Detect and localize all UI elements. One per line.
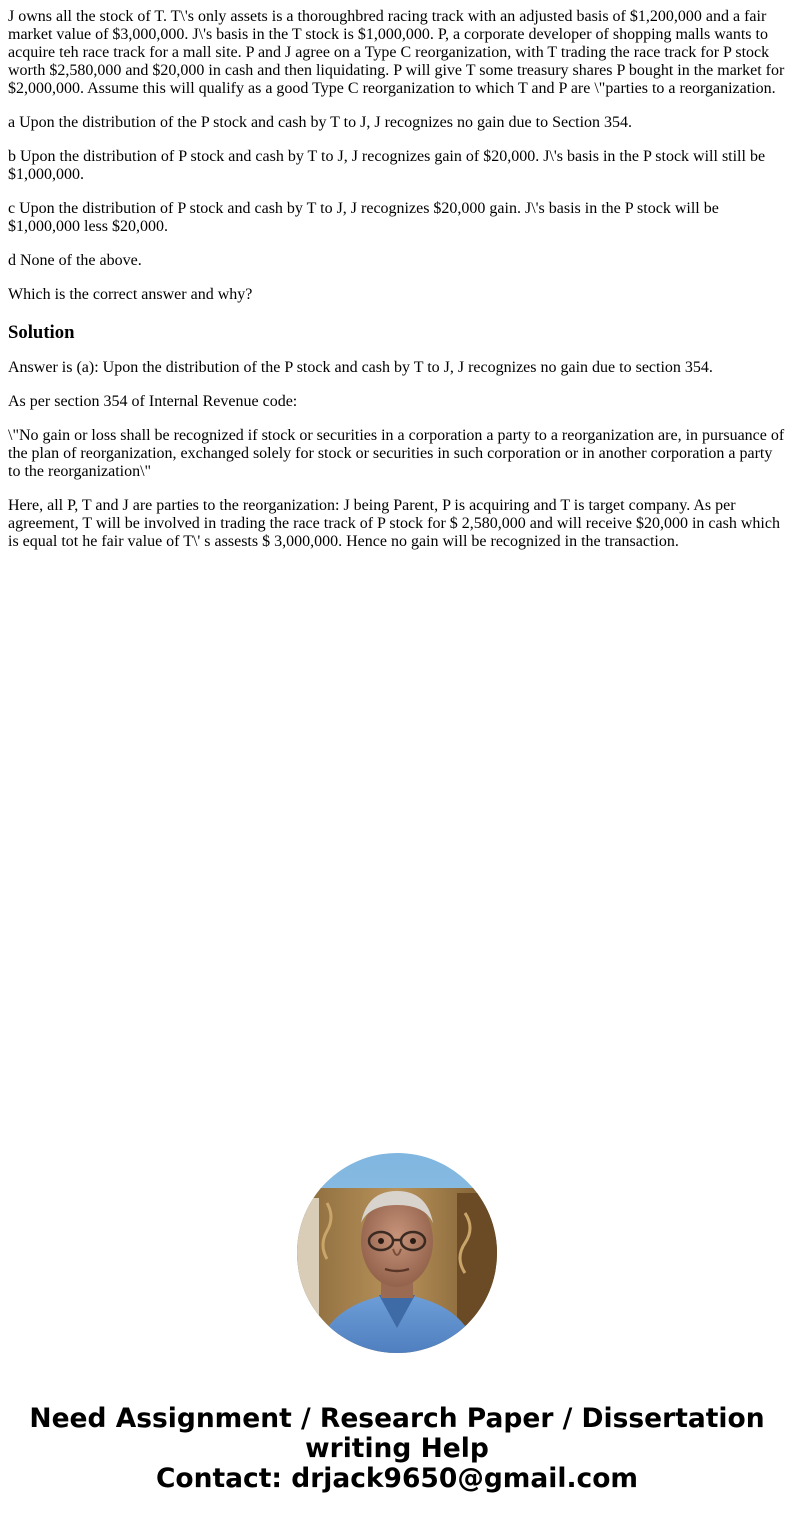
solution-heading: Solution <box>8 322 75 343</box>
footer-contact-email: Contact: drjack9650@gmail.com <box>155 1463 639 1494</box>
author-avatar <box>297 1153 497 1353</box>
option-b: b Upon the distribution of P stock and cash by T to J, J recognizes gain of $20,000. J\'s basis in the P stock will still be $1,000,000. <box>8 148 766 183</box>
footer-contact-banner <box>0 1404 794 1494</box>
option-c: c Upon the distribution of P stock and cash by T to J, J recognizes $20,000 gain. J\'s basis in the P stock will be $1,000,000 less $20,000. <box>8 200 719 235</box>
option-d: d None of the above. <box>8 252 142 269</box>
footer-line-2: writing Help <box>305 1433 489 1464</box>
solution-answer: Answer is (a): Upon the distribution of the P stock and cash by T to J, J recognizes no gain due to section 354. <box>8 359 713 376</box>
question-prompt: Which is the correct answer and why? <box>8 286 253 303</box>
option-a: a Upon the distribution of the P stock and cash by T to J, J recognizes no gain due to Section 354. <box>8 114 633 131</box>
question-paragraph: J owns all the stock of T. T\'s only assets is a thoroughbred racing track with an adjusted basis of $1,200,000 and a fair market value of $3,000,000. J\'s basis in the T stock is $1,000,000. P, a corporate developer of shopping malls wants to acquire teh race track for a mall site. P and J agree on a Type C reorganization, with T trading the race track for P stock worth $2,580,000 and $20,000 in cash and then liquidating. P will give T some treasury shares P bought in the market for $2,000,000. Assume this will qualify as a good Type C reorganization to which T and P are \"parties to a reorganization. <box>8 8 785 97</box>
solution-reference: As per section 354 of Internal Revenue code: <box>8 393 298 410</box>
footer-line-1: Need Assignment / Research Paper / Dissertation <box>29 1403 765 1434</box>
solution-quote: \"No gain or loss shall be recognized if stock or securities in a corporation a party to a reorganization are, in pursuance of the plan of reorganization, exchanged solely for stock or securities in such corporation or in another corporation a party to the reorganization\" <box>8 427 785 480</box>
solution-explanation: Here, all P, T and J are parties to the reorganization: J being Parent, P is acquiring and T is target company. As per agreement, T will be involved in trading the race track of P stock for $ 2,580,000 and will receive $20,000 in cash which is equal tot he fair value of T\' s assests $ 3,000,000. Hence no gain will be recognized in the transaction. <box>8 497 780 550</box>
document-content <box>8 8 786 567</box>
